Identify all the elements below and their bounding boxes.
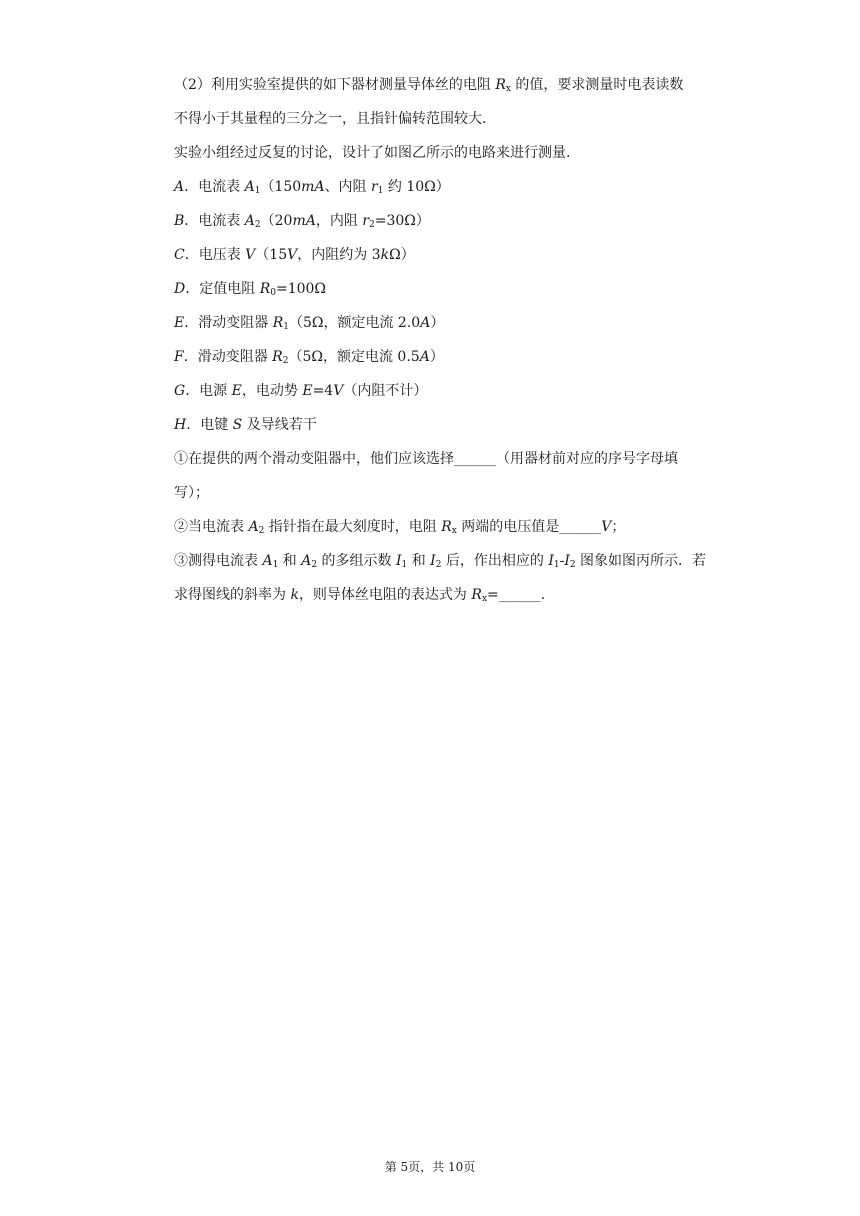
intro-line-3: 实验小组经过反复的讨论，设计了如图乙所示的电路来进行测量. [174, 145, 571, 161]
question-3-line-1: ③测得电流表 $A_1$ 和 $A_2$ 的多组示数 $I_1$ 和 $I_2$ 后，作出相应的 $I_1-I_2$ 图象如图丙所示．若 [174, 553, 707, 570]
question-1-line-1: ①在提供的两个滑动变阻器中，他们应该选择______（用器材前对应的序号字母填 [174, 451, 678, 467]
intro-line-2: 不得小于其量程的三分之一，且指针偏转范围较大. [174, 111, 487, 127]
question-2: ②当电流表 $A_2$ 指针指在最大刻度时，电阻 $R_x$ 两端的电压值是______V； [174, 519, 626, 536]
page-footer: 第 5页，共 10页 [384, 1160, 476, 1174]
option-a: A．电流表 $A_1(150mA$、内阻 $r_1$ 约 10Ω） [174, 179, 450, 196]
option-g: G．电源 E，电动势 E=4V（内阻不计） [174, 383, 428, 399]
problem-body [174, 68, 724, 612]
option-e: E．滑动变阻器 $R_1(5\Omega$，额定电流 2.0A） [174, 315, 445, 332]
question-1-line-2: 写）； [174, 485, 209, 501]
option-d: D．定值电阻 $R_0=100\Omega$ [174, 281, 327, 298]
question-3-line-2: 求得图线的斜率为 k，则导体丝电阻的表达式为 $R_x=\_\_\_\_\_\_$. [174, 587, 546, 604]
option-h: H．电键 S 及导线若干 [174, 417, 317, 433]
option-c: C．电压表 V（15V，内阻约为 3kΩ） [174, 247, 415, 263]
option-f: F．滑动变阻器 $R_2(5\Omega$，额定电流 0.5A） [174, 349, 444, 366]
option-b: B．电流表 $A_2(20mA$，内阻 $r_2=30\Omega$） [174, 213, 430, 230]
intro-line-1: （2）利用实验室提供的如下器材测量导体丝的电阻 $R_x$ 的值，要求测量时电表读数 [174, 77, 684, 94]
